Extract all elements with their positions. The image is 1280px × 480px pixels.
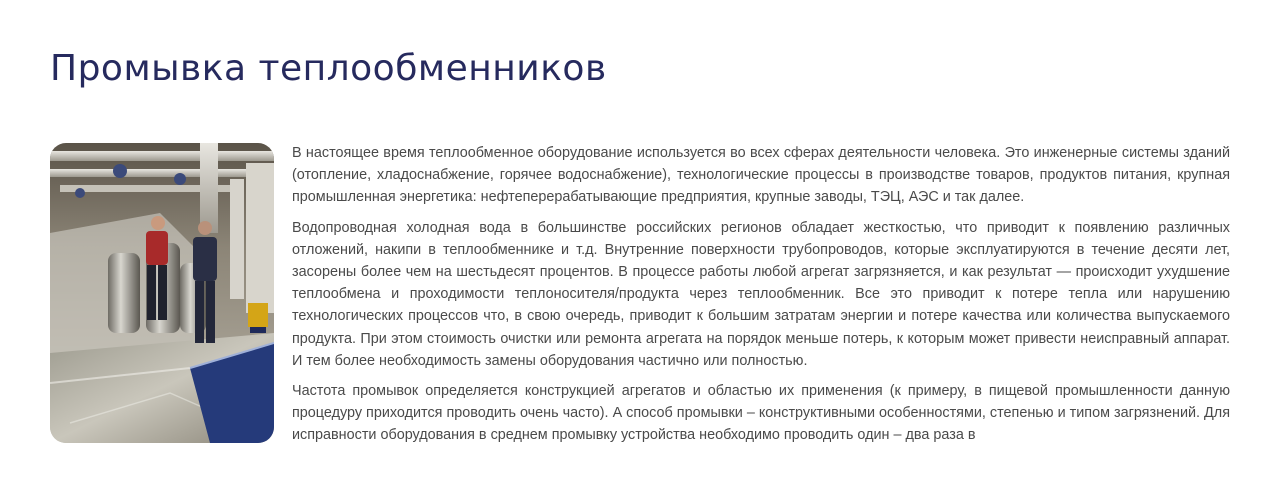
article-content — [50, 143, 1230, 455]
article-paragraph-3: Частота промывок определяется конструкцией агрегатов и областью их применения (к примеру, в пищевой промышленности данную процедуру приходится проводить очень часто). А способ промывки – конструктивными особенностями, степенью и типом загрязнений. Для исправности оборудования в среднем промывку устройства необходимо проводить один – два раза в — [292, 383, 1230, 444]
page-title: Промывка теплообменников — [50, 48, 607, 89]
article-paragraph-2: Водопроводная холодная вода в большинстве российских регионов обладает жесткостью, что приводит к появлению различных отложений, накипи в теплообменнике и т.д. Внутренние поверхности трубопроводов, которые эксплуатируются в течение десяти лет, засорены более чем на шестьдесят процентов. В процессе работы любой агрегат загрязняется, и как результат — происходит ухудшение теплообмена и проходимости теплоносителя/продукта через теплообменник. Все это приводит к потере тепла или нарушению технологических процессов что, в свою очередь, приводит к большим затратам энергии и потере качества или количества выпускаемого продукта. При этом стоимость очистки или ремонта агрегата на порядок меньше потерь, к которым может привести неисправный аппарат. И тем более необходимость замены оборудования частично или полностью. — [292, 219, 1230, 369]
article-paragraph-1: В настоящее время теплообменное оборудование используется во всех сферах деятельности человека. Это инженерные системы зданий (отопление, хладоснабжение, горячее водоснабжение), технологические процессы в производстве товаров, продуктов питания, крупная промышленная энергетика: нефтеперерабатывающие предприятия, крупные заводы, ТЭЦ, АЭС и так далее. — [292, 145, 1230, 206]
article-photo — [50, 143, 274, 443]
photo-workers-in-boiler-room-icon — [50, 143, 274, 443]
